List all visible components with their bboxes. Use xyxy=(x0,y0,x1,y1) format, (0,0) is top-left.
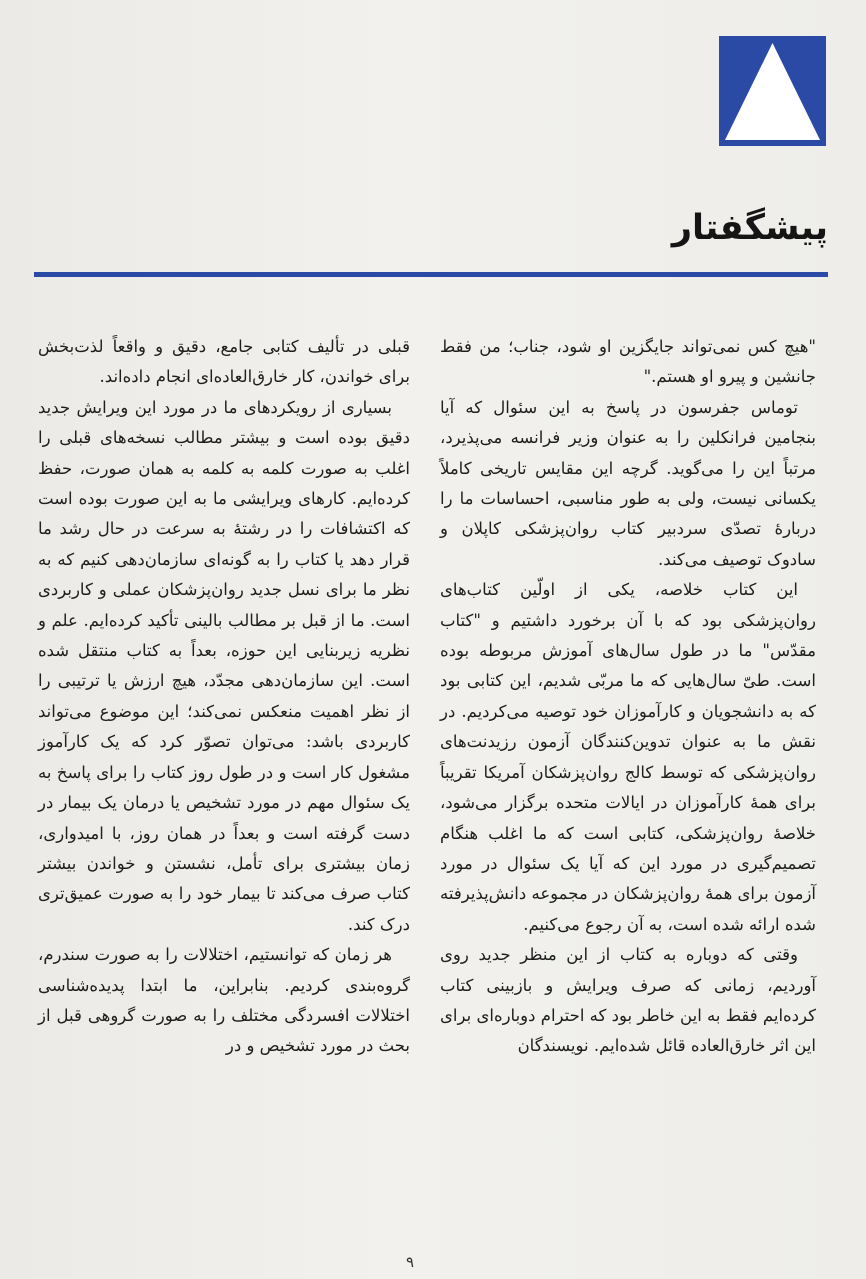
title-divider xyxy=(34,272,828,277)
paragraph: توماس جفرسون در پاسخ به این سئوال که آیا بنجامین فرانکلین را به عنوان وزیر فرانسه می‌پذیرد، مرتباً این را می‌گوید. گرچه این مقایس تاریخی کاملاً یکسانی نیست، ولی به طور مناسبی، احساسات ما را دربارهٔ تصدّی سردبیر کتاب روان‌پزشکی کاپلان و سادوک توصیف می‌کند. xyxy=(440,397,816,569)
paragraph: وقتی که دوباره به کتاب از این منظر جدید روی آوردیم، زمانی که صرف ویرایش و بازبینی کتاب کرده‌ایم فقط به این خاطر بود که احترام دوباره‌ای برای این اثر خارق‌العاده قائل شده‌ایم. نویسندگان xyxy=(440,945,816,1056)
paragraph: این کتاب خلاصه، یکی از اولّین کتاب‌های روان‌پزشکی بود که با آن برخورد داشتیم و "کتاب مقدّس" ما در طول سال‌های آموزش مربوطه بوده است. طیّ سال‌هایی که ما مربّی شدیم، این کتابی بود که به دانشجویان و کارآموزان خود توصیه می‌کردیم. در نقش ما به عنوان تدوین‌کنندگان آزمون رزیدنت‌های روان‌پزشکی که توسط کالج روان‌پزشکان آمریکا تقریباً برای همهٔ کارآموزان در ایالات متحده برگزار می‌شود، خلاصهٔ روان‌پزشکی، کتابی است که ما اغلب هنگام تصمیم‌گیری در مورد این که آیا یک سئوال در مورد آزمون برای همهٔ روان‌پزشکان در مجموعه دانش‌پذیرفته شده ارائه شده است، به آن رجوع می‌کنیم. xyxy=(440,580,816,934)
page-title: پیشگفتار xyxy=(671,208,828,248)
paragraph: هر زمان که توانستیم، اختلالات را به صورت سندرم، گروه‌بندی کردیم. بنابراین، ما ابتدا پدیده‌شناسی اختلالات افسردگی مختلف را به صورت گروهی قبل از بحث در مورد تشخیص و در xyxy=(38,945,410,1056)
triangle-logo-graphic xyxy=(719,36,826,146)
quote-paragraph: "هیچ کس نمی‌تواند جایگزین او شود، جناب؛ من فقط جانشین و پیرو او هستم." xyxy=(440,337,816,387)
paragraph: قبلی در تألیف کتابی جامع، دقیق و واقعاً لذت‌بخش برای خواندن، کار خارق‌العاده‌ای انجام داده‌اند. xyxy=(38,337,410,387)
text-column-left xyxy=(38,332,410,1062)
triangle-logo-icon xyxy=(719,36,826,146)
paragraph: بسیاری از رویکردهای ما در مورد این ویرایش جدید دقیق بوده است و بیشتر مطالب نسخه‌های قبلی را اغلب به صورت کلمه به کلمه به همان صورت، حفظ کرده‌ایم. کارهای ویرایشی ما به این صورت بوده است که اکتشافات را در رشتهٔ به سرعت در حال رشد ما قرار دهد یا کتاب را به گونه‌ای سازمان‌دهی کنیم که به نظر ما برای نسل جدید روان‌پزشکان عملی و کاربردی است. ما از قبل بر مطالب بالینی تأکید کرده‌ایم. علم و نظریه زیربنایی این حوزه، بعداً به کتاب منتقل شده است. این سازمان‌دهی مجدّد، هیچ ارزش یا ترتیبی را از نظر اهمیت منعکس نمی‌کند؛ این موضوع می‌تواند کاربردی باشد: می‌توان تصوّر کرد که یک کارآموز مشغول کار است و در طول روز کتاب را برای پاسخ به یک سئوال مهم در مورد تشخیص یا درمان یک بیمار در دست گرفته است و بعداً در همان روز، با امیدواری، زمان بیشتری برای تأمل، نشستن و خواندن بیشتر کتاب صرف می‌کند تا بیمار خود را به صورت عمیق‌تری درک کند. xyxy=(38,397,410,934)
page-number: ۹ xyxy=(405,1253,415,1271)
text-column-right xyxy=(440,332,816,1062)
